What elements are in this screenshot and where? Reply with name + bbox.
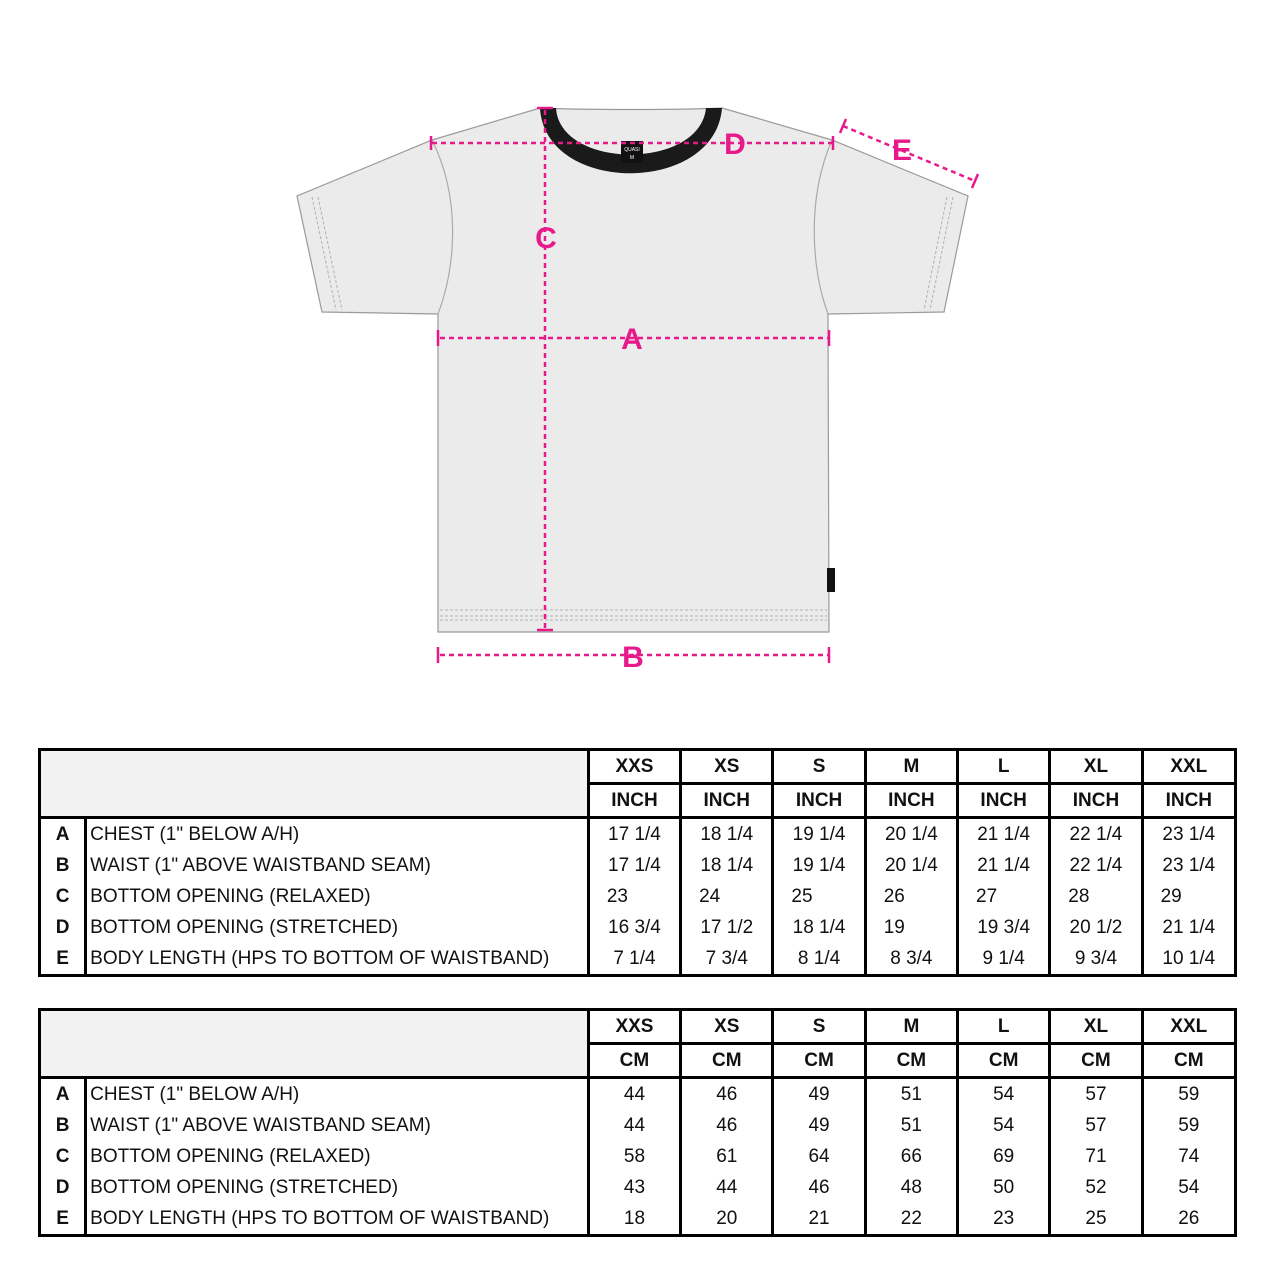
cell-value: 49 xyxy=(773,1110,865,1141)
cell-value: 25 xyxy=(773,881,865,912)
cell-value: 51 xyxy=(865,1078,957,1111)
row-code: B xyxy=(40,1110,86,1141)
cell-value: 20 xyxy=(681,1203,773,1236)
cell-value: 17 1/4 xyxy=(588,818,680,851)
size-header: XXS xyxy=(588,750,680,784)
size-header: XXS xyxy=(588,1010,680,1044)
size-header: XL xyxy=(1050,1010,1142,1044)
cell-value: 16 3/4 xyxy=(588,912,680,943)
cell-value: 54 xyxy=(958,1110,1050,1141)
cell-value: 49 xyxy=(773,1078,865,1111)
cell-value: 74 xyxy=(1142,1141,1235,1172)
cell-value: 7 3/4 xyxy=(681,943,773,976)
cell-value: 59 xyxy=(1142,1078,1235,1111)
cell-value: 21 1/4 xyxy=(1142,912,1235,943)
cell-value: 54 xyxy=(1142,1172,1235,1203)
cell-value: 18 1/4 xyxy=(681,818,773,851)
cell-value: 22 1/4 xyxy=(1050,850,1142,881)
cell-value: 25 xyxy=(1050,1203,1142,1236)
cell-value: 23 xyxy=(958,1203,1050,1236)
cell-value: 59 xyxy=(1142,1110,1235,1141)
cell-value: 23 xyxy=(588,881,680,912)
cell-value: 69 xyxy=(958,1141,1050,1172)
cell-value: 20 1/2 xyxy=(1050,912,1142,943)
size-header: XS xyxy=(681,1010,773,1044)
cell-value: 26 xyxy=(865,881,957,912)
table-row xyxy=(40,943,1236,976)
unit-header: CM xyxy=(865,1044,957,1078)
cell-value: 71 xyxy=(1050,1141,1142,1172)
measure-label-a: A xyxy=(621,323,643,356)
row-code: C xyxy=(40,1141,86,1172)
size-header-row xyxy=(40,1010,1236,1044)
size-header: M xyxy=(865,1010,957,1044)
size-header: XS xyxy=(681,750,773,784)
unit-header-row xyxy=(40,784,1236,818)
cell-value: 22 1/4 xyxy=(1050,818,1142,851)
row-code: A xyxy=(40,1078,86,1111)
row-code: E xyxy=(40,943,86,976)
table-row xyxy=(40,1172,1236,1203)
cell-value: 9 1/4 xyxy=(958,943,1050,976)
cell-value: 46 xyxy=(681,1078,773,1111)
table-row xyxy=(40,818,1236,851)
cell-value: 19 xyxy=(865,912,957,943)
unit-header: INCH xyxy=(588,784,680,818)
cell-value: 29 xyxy=(1142,881,1235,912)
size-header: XXL xyxy=(1142,750,1235,784)
unit-header: INCH xyxy=(958,784,1050,818)
table-row xyxy=(40,1078,1236,1111)
table-row xyxy=(40,1141,1236,1172)
cell-value: 61 xyxy=(681,1141,773,1172)
cell-value: 20 1/4 xyxy=(865,818,957,851)
size-header: XXL xyxy=(1142,1010,1235,1044)
size-header: L xyxy=(958,1010,1050,1044)
cell-value: 64 xyxy=(773,1141,865,1172)
neck-label-brand: QUASI xyxy=(624,147,640,153)
row-label: BOTTOM OPENING (STRETCHED) xyxy=(90,1177,399,1198)
cell-value: 28 xyxy=(1050,881,1142,912)
table-row xyxy=(40,881,1236,912)
row-label: WAIST (1" ABOVE WAISTBAND SEAM) xyxy=(90,1115,431,1136)
row-label: BODY LENGTH (HPS TO BOTTOM OF WAISTBAND) xyxy=(90,1208,550,1229)
cell-value: 46 xyxy=(681,1110,773,1141)
tshirt-body xyxy=(297,108,968,632)
table-row xyxy=(40,1203,1236,1236)
cell-value: 48 xyxy=(865,1172,957,1203)
row-code: C xyxy=(40,881,86,912)
unit-header: INCH xyxy=(1050,784,1142,818)
cell-value: 50 xyxy=(958,1172,1050,1203)
cell-value: 17 1/2 xyxy=(681,912,773,943)
size-header: S xyxy=(773,750,865,784)
unit-header: CM xyxy=(681,1044,773,1078)
table-row xyxy=(40,850,1236,881)
cell-value: 9 3/4 xyxy=(1050,943,1142,976)
size-table-cm xyxy=(38,1008,1237,1237)
side-label xyxy=(827,568,835,592)
table-corner xyxy=(40,1044,589,1078)
cell-value: 51 xyxy=(865,1110,957,1141)
cell-value: 43 xyxy=(588,1172,680,1203)
cell-value: 44 xyxy=(681,1172,773,1203)
size-header: L xyxy=(958,750,1050,784)
row-code: A xyxy=(40,818,86,851)
measure-label-b: B xyxy=(622,641,644,674)
cell-value: 18 1/4 xyxy=(773,912,865,943)
unit-header: INCH xyxy=(1142,784,1235,818)
size-table-inch xyxy=(38,748,1237,977)
unit-header: CM xyxy=(958,1044,1050,1078)
cell-value: 26 xyxy=(1142,1203,1235,1236)
unit-header: INCH xyxy=(773,784,865,818)
cell-value: 46 xyxy=(773,1172,865,1203)
cell-value: 23 1/4 xyxy=(1142,850,1235,881)
measure-label-d: D xyxy=(724,128,746,161)
cell-value: 21 1/4 xyxy=(958,818,1050,851)
unit-header: CM xyxy=(1050,1044,1142,1078)
cell-value: 57 xyxy=(1050,1110,1142,1141)
cell-value: 18 xyxy=(588,1203,680,1236)
unit-header: INCH xyxy=(681,784,773,818)
cell-value: 10 1/4 xyxy=(1142,943,1235,976)
unit-header: CM xyxy=(588,1044,680,1078)
cell-value: 57 xyxy=(1050,1078,1142,1111)
cell-value: 66 xyxy=(865,1141,957,1172)
unit-header: INCH xyxy=(865,784,957,818)
cell-value: 19 3/4 xyxy=(958,912,1050,943)
cell-value: 22 xyxy=(865,1203,957,1236)
row-label: CHEST (1" BELOW A/H) xyxy=(90,1084,300,1105)
row-code: E xyxy=(40,1203,86,1236)
size-header: S xyxy=(773,1010,865,1044)
neck-label-size: M xyxy=(629,155,635,161)
cell-value: 7 1/4 xyxy=(588,943,680,976)
unit-header-row xyxy=(40,1044,1236,1078)
table-row xyxy=(40,912,1236,943)
cell-value: 21 xyxy=(773,1203,865,1236)
cell-value: 44 xyxy=(588,1078,680,1111)
cell-value: 54 xyxy=(958,1078,1050,1111)
cell-value: 8 1/4 xyxy=(773,943,865,976)
cell-value: 27 xyxy=(958,881,1050,912)
size-header: M xyxy=(865,750,957,784)
table-row xyxy=(40,1110,1236,1141)
row-code: D xyxy=(40,1172,86,1203)
size-header-row xyxy=(40,750,1236,784)
row-label: BOTTOM OPENING (STRETCHED) xyxy=(90,917,399,938)
cell-value: 52 xyxy=(1050,1172,1142,1203)
unit-header: CM xyxy=(1142,1044,1235,1078)
cell-value: 44 xyxy=(588,1110,680,1141)
unit-header: CM xyxy=(773,1044,865,1078)
cell-value: 24 xyxy=(681,881,773,912)
cell-value: 20 1/4 xyxy=(865,850,957,881)
row-label: BOTTOM OPENING (RELAXED) xyxy=(90,1146,371,1167)
size-header: XL xyxy=(1050,750,1142,784)
row-code: D xyxy=(40,912,86,943)
row-label: WAIST (1" ABOVE WAISTBAND SEAM) xyxy=(90,855,431,876)
cell-value: 19 1/4 xyxy=(773,850,865,881)
measure-label-e: E xyxy=(891,134,913,167)
measure-label-c: C xyxy=(535,222,557,255)
table-corner xyxy=(40,784,589,818)
table-corner xyxy=(40,1010,589,1044)
cell-value: 17 1/4 xyxy=(588,850,680,881)
cell-value: 8 3/4 xyxy=(865,943,957,976)
cell-value: 21 1/4 xyxy=(958,850,1050,881)
cell-value: 58 xyxy=(588,1141,680,1172)
cell-value: 23 1/4 xyxy=(1142,818,1235,851)
row-label: BOTTOM OPENING (RELAXED) xyxy=(90,886,371,907)
cell-value: 19 1/4 xyxy=(773,818,865,851)
cell-value: 18 1/4 xyxy=(681,850,773,881)
row-label: BODY LENGTH (HPS TO BOTTOM OF WAISTBAND) xyxy=(90,948,550,969)
row-code: B xyxy=(40,850,86,881)
row-label: CHEST (1" BELOW A/H) xyxy=(90,824,300,845)
table-corner xyxy=(40,750,589,784)
